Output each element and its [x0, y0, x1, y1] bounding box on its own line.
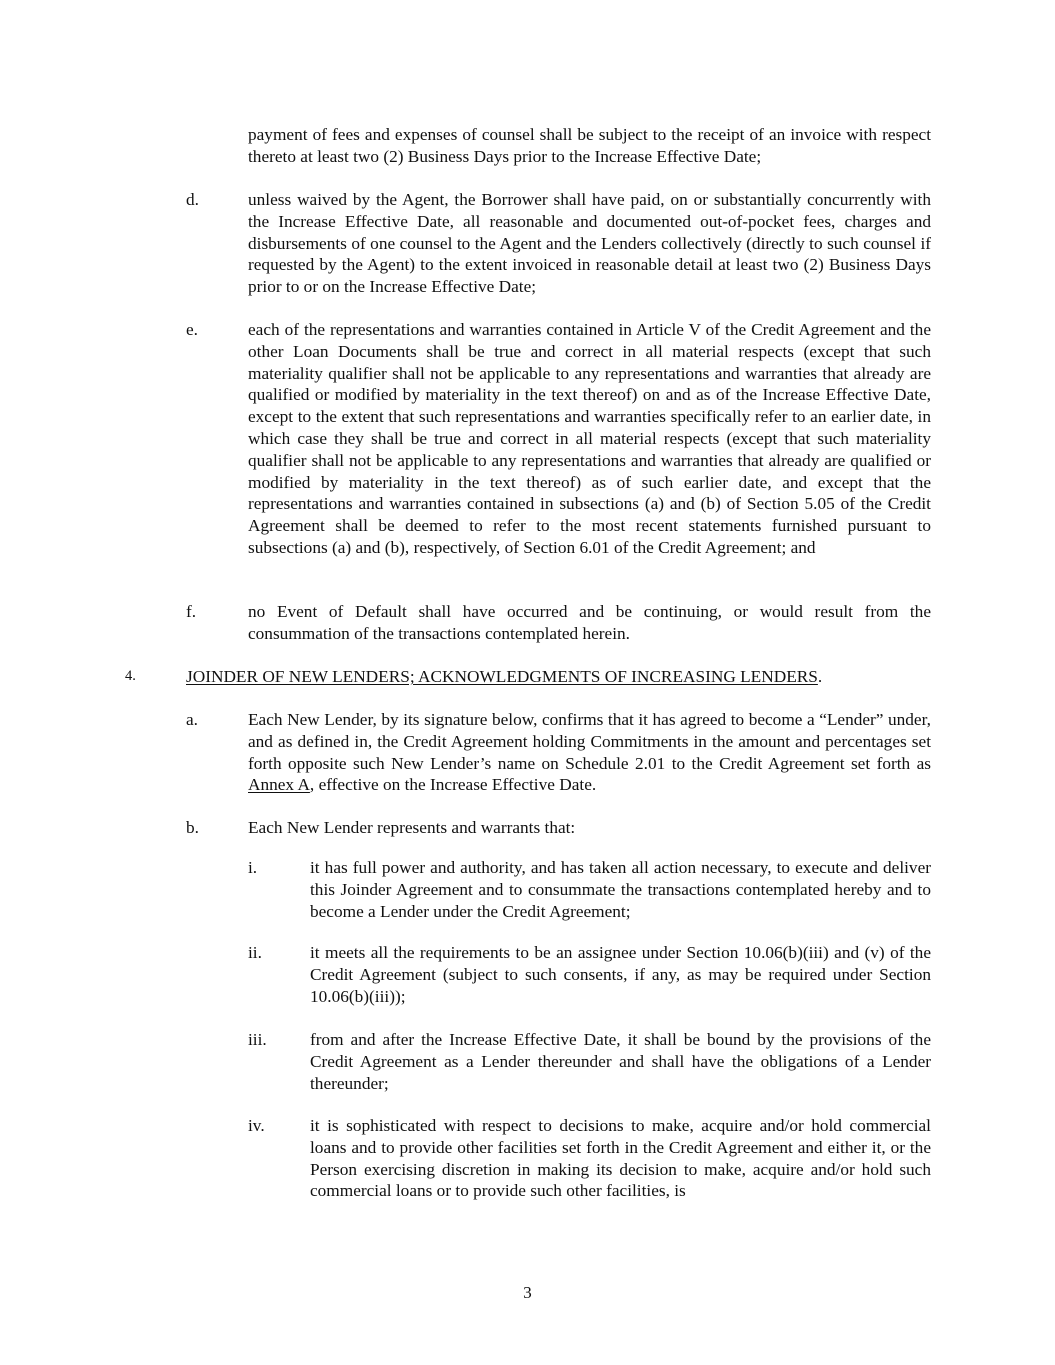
item-text: Each New Lender represents and warrants that: — [248, 818, 576, 837]
item-text: unless waived by the Agent, the Borrower shall have paid, on or substantially concurrently with the Increase Effective Date, all reasonable and documented out-of-pocket fees, charges and disbursements of one counsel to the Agent and the Lenders collectively (directly to such counsel if requested by the Agent) to the extent invoiced in reasonable detail at least two (2) Business Days prior to or on the Increase Effective Date; — [248, 190, 931, 297]
item-text: no Event of Default shall have occurred and be continuing, or would result from the consummation of the transactions contemplated herein. — [248, 602, 931, 643]
item-text — [248, 709, 931, 796]
sub-item-text: it has full power and authority, and has taken all action necessary, to execute and deliver this Joinder Agreement and to consummate the transactions contemplated hereby and to become a Lender under the Credit Agreement; — [310, 858, 931, 921]
sub-item-marker: iv. — [248, 1116, 265, 1135]
sub-item-text: it meets all the requirements to be an assignee under Section 10.06(b)(iii) and (v) of the Credit Agreement (subject to such consents, if any, as may be required under Section 10.06(b)(iii)); — [310, 943, 931, 1006]
item-marker: a. — [186, 710, 198, 729]
item-marker: d. — [186, 190, 199, 209]
item-text: each of the representations and warranties contained in Article V of the Credit Agreement and the other Loan Documents shall be true and correct in all material respects (except that such materiality qualifier shall not be applicable to any representations and warranties that already are qualified or modified by materiality in the text thereof) on and as of the Increase Effective Date, except to the extent that such representations and warranties specifically refer to an earlier date, in which case they shall be true and correct in all material respects (except that such materiality qualifier shall not be applicable to any representations and warranties that already are qualified or modified by materiality in the text thereof) as of such earlier date, and except that the representations and warranties contained in subsections (a) and (b) of Section 5.05 of the Credit Agreement shall be deemed to refer to the most recent statements furnished pursuant to subsections (a) and (b), respectively, of Section 6.01 of the Credit Agreement; and — [248, 320, 931, 557]
annex-a-reference: Annex A — [248, 775, 310, 795]
sub-item-marker: i. — [248, 858, 258, 877]
item-marker: b. — [186, 818, 199, 837]
section-heading-period: . — [817, 667, 823, 686]
item-marker: f. — [186, 602, 197, 621]
sub-item-text: it is sophisticated with respect to decisions to make, acquire and/or hold commercial loans and to provide other facilities set forth in the Credit Agreement and either it, or the Person exercising discretion in making its decision to make, acquire and/or hold such commercial loans or to provide such other facilities, is — [310, 1116, 931, 1201]
sub-item-marker: ii. — [248, 943, 262, 962]
section-number: 4. — [125, 668, 136, 684]
continuation-paragraph: payment of fees and expenses of counsel shall be subject to the receipt of an invoice with respect thereto at least two (2) Business Days prior to the Increase Effective Date; — [248, 125, 931, 166]
item-marker: e. — [186, 320, 198, 339]
section-heading-text: JOINDER OF NEW LENDERS; ACKNOWLEDGMENTS OF INCREASING LENDERS — [186, 667, 818, 686]
item-text-part: , effective on the Increase Effective Date. — [309, 775, 597, 795]
sub-item-marker: iii. — [248, 1030, 267, 1049]
page-number: 3 — [523, 1283, 532, 1302]
section-heading — [186, 666, 822, 688]
sub-item-text: from and after the Increase Effective Date, it shall be bound by the provisions of the Credit Agreement as a Lender thereunder and shall have the obligations of a Lender thereunder; — [310, 1030, 931, 1093]
item-text-part: Each New Lender, by its signature below, confirms that it has agreed to become a “Lender” under, and as defined in, the Credit Agreement holding Commitments in the amount and percentages set forth opposite such New Lender’s name on Schedule 2.01 to the Credit Agreement set forth as — [248, 710, 931, 773]
